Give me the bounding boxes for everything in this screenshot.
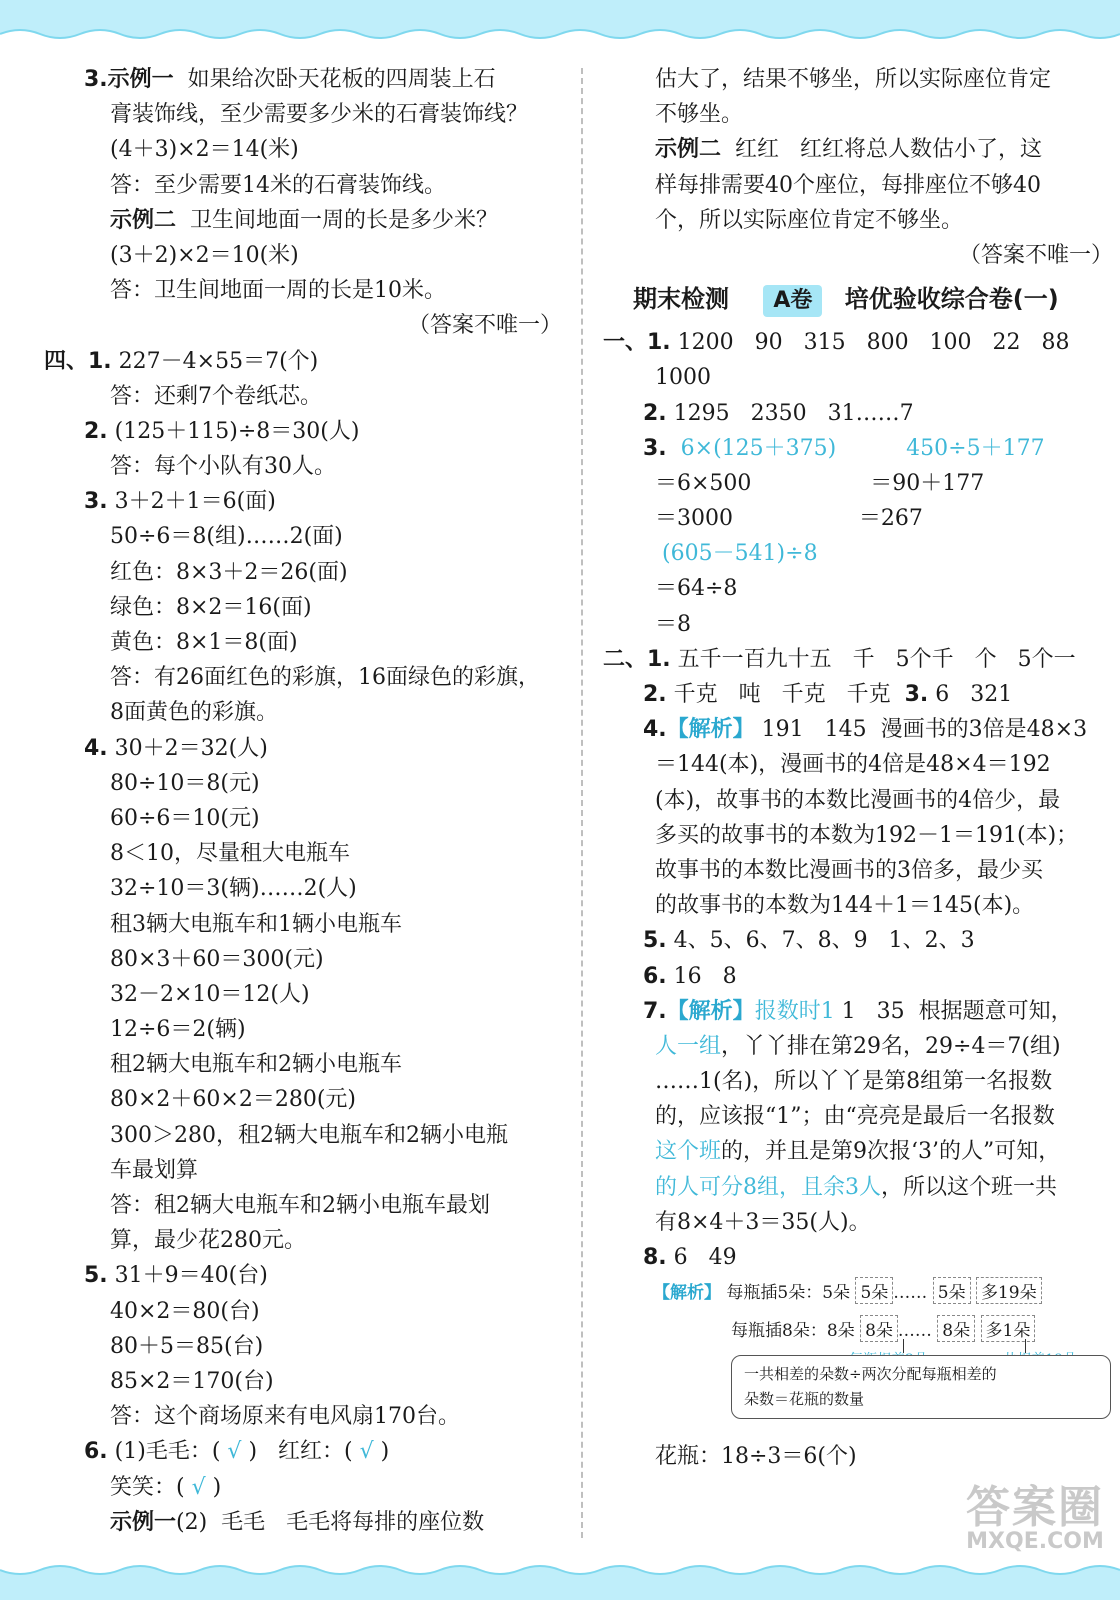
line-text: ＝64÷8	[655, 576, 738, 602]
row1-a: 5朵	[822, 1283, 851, 1304]
watermark-en: MXQE.COM	[966, 1529, 1104, 1554]
line-text: 的，应该报“1”；由“亮亮是最后一名报数	[655, 1104, 1055, 1130]
line-text: 85×2＝170(台)	[110, 1368, 274, 1394]
answer-line	[44, 731, 562, 766]
line-text: 多买的故事书的本数为192－1＝191(本)；	[655, 822, 1079, 848]
answer-line	[603, 1099, 1113, 1134]
answer-line	[603, 1029, 1113, 1064]
item-number: 4.	[643, 717, 667, 743]
answer-line	[603, 203, 1113, 238]
line-text: 32÷10＝3(辆)……2(人)	[110, 876, 357, 902]
line-text: 4、5、6、7、8、9 1、2、3	[666, 928, 975, 954]
line-text: (4＋3)×2＝14(米)	[110, 137, 299, 163]
line-text: 300＞280，租2辆大电瓶车和2辆小电瓶	[110, 1122, 508, 1148]
line-text: 千克 吨 千克 千克	[666, 682, 905, 707]
line-text: 红色：8×3＋2＝26(面)	[110, 559, 348, 585]
answer-line	[44, 379, 562, 414]
answer-line	[603, 571, 1113, 606]
line-text: 答：租2辆大电瓶车和2辆小电瓶车最划	[110, 1193, 490, 1218]
line-text: 车最划算	[110, 1157, 199, 1183]
item-number: 5.	[84, 1263, 108, 1289]
line-text: )	[212, 1474, 222, 1500]
line-text: 答：这个商场原来有电风扇170台。	[110, 1404, 460, 1430]
line-text: 卫生间地面一周的长是多少米？	[176, 207, 499, 233]
answer-line	[603, 783, 1113, 818]
line-text: 如果给次卧天花板的四周装上石	[173, 67, 496, 92]
top-wave-band	[0, 0, 1120, 46]
answer-line	[603, 536, 1113, 571]
line-text: 191 145	[754, 717, 881, 743]
line-text: 答：每个小队有30人。	[110, 454, 336, 480]
answer-line	[44, 836, 562, 871]
answer-line	[44, 1082, 562, 1117]
line-text: 40×2＝80(台)	[110, 1298, 260, 1324]
check-mark: √	[184, 1474, 213, 1500]
top-wave-decoration	[0, 26, 1120, 48]
answer-line	[603, 360, 1113, 395]
item-number: 一、1.	[603, 330, 671, 356]
answer-line	[603, 607, 1113, 642]
line-text: 漫画书的3倍是48×3	[880, 717, 1088, 743]
line-text: 80×2＋60×2＝280(元)	[110, 1087, 357, 1113]
diagram-analysis-tag: 【解析】	[653, 1283, 721, 1304]
line-text: 32－2×10＝12(人)	[110, 981, 310, 1007]
answer-line	[44, 1188, 562, 1223]
line-text: 60÷6＝10(元)	[110, 805, 260, 831]
answer-line	[44, 62, 562, 97]
answer-line	[44, 449, 562, 484]
line-text: 故事书的本数比漫画书的3倍多，最少买	[655, 857, 1043, 883]
line-text: ) 红红：(	[248, 1439, 353, 1465]
line-text: 1295 2350 31……7	[666, 400, 914, 426]
row1-dots: ……	[893, 1283, 928, 1304]
answer-line	[44, 1505, 562, 1540]
line-text: 黄色：8×1＝8(面)	[110, 630, 298, 655]
line-text: 有8×4＋3＝35(人)。	[655, 1209, 871, 1235]
item-number: 6.	[84, 1439, 108, 1465]
line-text: (2)	[176, 1509, 208, 1535]
example-label: 示例一	[107, 67, 174, 92]
line-text: )	[380, 1439, 390, 1465]
formula-line-1: 一共相差的朵数÷两次分配每瓶相差的	[744, 1365, 997, 1384]
row2-c: 8朵	[937, 1315, 975, 1342]
example-label: 示例二	[655, 137, 722, 163]
diagram-row-8	[731, 1315, 1035, 1342]
left-answer-column	[44, 62, 562, 1540]
answer-line	[44, 1294, 562, 1329]
item-number: 4.	[84, 735, 108, 761]
answer-line	[603, 1064, 1113, 1099]
answer-line	[44, 977, 562, 1012]
answer-line	[44, 801, 562, 836]
answer-line	[603, 396, 1113, 431]
answer-line	[603, 818, 1113, 853]
line-text: ……1(名)，所以丫丫是第8组第一名报数	[655, 1069, 1053, 1095]
item-number: 6.	[643, 963, 667, 989]
analysis-tag: 【解析】	[666, 997, 755, 1024]
line-text: 租3辆大电瓶车和1辆小电瓶车	[110, 911, 402, 937]
answer-line	[603, 501, 1113, 536]
answer-line	[603, 97, 1113, 132]
answer-line	[44, 168, 562, 203]
answer-line	[44, 519, 562, 554]
answer-line	[44, 1118, 562, 1153]
line-text: 个，所以实际座位肯定不够坐。	[655, 207, 964, 233]
answer-line	[603, 853, 1113, 888]
answer-line	[44, 203, 562, 238]
answer-line	[44, 1153, 562, 1188]
line-text: 五千一百九十五 千 5个千 个 5个一	[670, 646, 1076, 672]
right-top-answers	[603, 62, 1113, 273]
answer-line	[44, 590, 562, 625]
line-text: ＝6×500 ＝90＋177	[655, 470, 985, 496]
answer-line	[44, 1434, 562, 1469]
answer-line	[603, 238, 1113, 273]
line-text: 答：有26面红色的彩旗，16面绿色的彩旗，	[110, 665, 540, 691]
answer-line	[603, 1240, 1113, 1275]
line-text: 答：还剩7个卷纸芯。	[110, 383, 322, 409]
line-text: 答：至少需要14米的石膏装饰线。	[110, 172, 446, 198]
answer-line	[44, 132, 562, 167]
answer-line	[44, 308, 562, 343]
answer-line	[603, 642, 1113, 677]
answer-line	[44, 1223, 562, 1258]
line-text: 估大了，结果不够坐，所以实际座位肯定	[655, 67, 1052, 92]
line-text: 12÷6＝2(辆)	[110, 1017, 246, 1043]
item-number: 7.	[643, 998, 667, 1024]
line-text: 80×3＋60＝300(元)	[110, 946, 324, 972]
line-text: （答案不唯一）	[958, 242, 1113, 268]
row1-c: 5朵	[933, 1277, 971, 1304]
answer-line	[603, 994, 1113, 1029]
answer-line	[44, 1258, 562, 1293]
line-text: 227－4×55＝7(个)	[111, 348, 319, 374]
answer-line	[603, 1205, 1113, 1240]
highlighted-text: 人一组	[655, 1033, 722, 1059]
line-text: 80÷10＝8(元)	[110, 770, 260, 796]
row2-a: 8朵	[826, 1321, 855, 1342]
line-text: （答案不唯一）	[407, 313, 562, 339]
line-text: ，丫丫排在第29名，29÷4＝7(组)	[721, 1033, 1061, 1059]
row2-dots: ……	[897, 1321, 932, 1342]
watermark-cn: 答案圈	[966, 1482, 1104, 1533]
line-text: (125＋115)÷8＝30(人)	[107, 418, 360, 444]
line-text: 不够坐。	[655, 102, 744, 128]
answer-line	[603, 712, 1113, 747]
line-text: ＝144(本)，漫画书的4倍是48×4＝192	[655, 752, 1051, 778]
answer-line	[44, 625, 562, 660]
answer-line	[44, 1470, 562, 1505]
row1-d: 多19朵	[976, 1277, 1042, 1304]
right-bottom-answers	[603, 325, 1113, 1275]
answer-line	[603, 1170, 1113, 1205]
row1-b: 5朵	[855, 1277, 893, 1304]
line-text: ＝3000 ＝267	[655, 506, 923, 532]
answer-line	[603, 466, 1113, 501]
answer-line	[603, 168, 1113, 203]
answer-line	[44, 344, 562, 379]
item-number: 3.	[643, 435, 667, 461]
line-text: 1000	[655, 365, 711, 391]
answer-line	[44, 1012, 562, 1047]
answer-line	[603, 431, 1113, 466]
answer-line	[44, 1047, 562, 1082]
answer-line	[44, 695, 562, 730]
answer-line	[603, 62, 1113, 97]
check-mark: √	[352, 1439, 381, 1465]
answer-line	[44, 273, 562, 308]
answer-line	[44, 660, 562, 695]
line-text: ＝8	[655, 611, 691, 637]
check-mark: √	[220, 1439, 249, 1465]
line-text: 6 321	[928, 682, 1013, 707]
formula-line-2: 朵数＝花瓶的数量	[744, 1390, 865, 1409]
item-number: 2.	[643, 682, 667, 707]
line-text: 3＋2＋1＝6(面)	[107, 489, 276, 515]
line-text: 根据题意可知，	[918, 998, 1073, 1024]
line-text: 6 49	[666, 1245, 737, 1270]
answer-line	[44, 238, 562, 273]
section-badge: A卷	[763, 285, 822, 317]
example-label: 示例二	[110, 207, 177, 233]
line-text: 30＋2＝32(人)	[107, 735, 268, 761]
item-number: 3.	[84, 67, 108, 92]
line-text: 31＋9＝40(台)	[107, 1263, 268, 1289]
section-subtitle: 培优验收综合卷(一)	[844, 285, 1059, 314]
highlighted-text: 报数时1	[754, 998, 835, 1024]
line-text: 的，并且是第9次报‘3’的人”可知，	[721, 1139, 1061, 1165]
line-text: (本)，故事书的本数比漫画书的4倍少，最	[655, 787, 1061, 813]
analysis-tag: 【解析】	[666, 716, 755, 743]
formula-box	[731, 1355, 1111, 1419]
item-number: 四、1.	[44, 348, 112, 374]
answer-line	[44, 766, 562, 801]
answer-line	[44, 1364, 562, 1399]
section-title: 期末检测	[633, 285, 729, 314]
line-text: 1 35	[834, 998, 919, 1024]
line-text: 租2辆大电瓶车和2辆小电瓶车	[110, 1052, 402, 1078]
line-text: 50÷6＝8(组)……2(面)	[110, 524, 343, 550]
row2-label: 每瓶插8朵：	[731, 1321, 827, 1342]
line-text: 毛毛 毛毛将每排的座位数	[207, 1509, 485, 1535]
line-text: 样每排需要40个座位，每排座位不够40	[655, 172, 1041, 198]
highlighted-text: 6×(125＋375)	[666, 435, 837, 461]
line-text: (3＋2)×2＝10(米)	[110, 242, 299, 268]
answer-line	[603, 325, 1113, 360]
answer-line	[603, 923, 1113, 958]
line-text: 算，最少花280元。	[110, 1228, 306, 1254]
line-text: 笑笑：(	[110, 1474, 185, 1500]
item-number: 3.	[904, 682, 929, 707]
line-text: 1200 90 315 800 100 22 88	[670, 330, 1070, 356]
line-text: 8面黄色的彩旗。	[110, 700, 278, 726]
row1-label: 每瓶插5朵：	[726, 1283, 823, 1304]
right-answer-column	[603, 62, 1113, 1474]
item-number: 2.	[643, 400, 667, 426]
line-text: (1)毛毛：(	[107, 1439, 221, 1465]
answer-line	[44, 484, 562, 519]
answer-line	[603, 959, 1113, 994]
line-text: 膏装饰线，至少需要多少米的石膏装饰线？	[110, 102, 529, 128]
answer-line	[44, 907, 562, 942]
answer-line	[44, 97, 562, 132]
answer-line	[44, 1399, 562, 1434]
highlighted-text: 450÷5＋177	[836, 435, 1045, 461]
answer-line	[44, 871, 562, 906]
line-text: 绿色：8×2＝16(面)	[110, 594, 312, 620]
column-divider	[581, 68, 583, 1538]
answer-line	[44, 555, 562, 590]
line-text: 答：卫生间地面一周的长是10米。	[110, 278, 446, 304]
answer-line	[603, 132, 1113, 167]
line-text: 红红 红红将总人数估小了，这	[721, 137, 1042, 163]
line-text: 80＋5＝85(台)	[110, 1333, 264, 1359]
answer-line	[44, 942, 562, 977]
bottom-wave-decoration	[0, 1556, 1120, 1578]
highlighted-text: 这个班	[655, 1139, 722, 1165]
row2-b: 8朵	[860, 1315, 898, 1342]
bottom-wave-band	[0, 1558, 1120, 1600]
line-text: ，所以这个班一共	[881, 1174, 1058, 1200]
row2-d: 多1朵	[981, 1315, 1036, 1342]
item-number: 2.	[84, 418, 108, 444]
item-number: 8.	[643, 1245, 667, 1270]
line-text: 8＜10，尽量租大电瓶车	[110, 841, 350, 867]
answer-line	[44, 414, 562, 449]
final-answer-line: 花瓶：18÷3＝6(个)	[655, 1444, 857, 1470]
answer-line	[603, 1134, 1113, 1169]
answer-line	[603, 677, 1113, 712]
answer-line	[44, 1329, 562, 1364]
answer-line	[603, 888, 1113, 923]
answer-line	[603, 747, 1113, 782]
highlighted-text: 的人可分8组，且余3人	[655, 1174, 881, 1200]
line-text: 16 8	[666, 963, 737, 989]
example-label: 示例一	[110, 1509, 177, 1535]
item-number: 二、1.	[603, 646, 671, 672]
diagram-row-5	[653, 1277, 1042, 1304]
section-heading	[603, 273, 1113, 325]
watermark-logo	[966, 1471, 1104, 1554]
item-number: 5.	[643, 928, 667, 954]
highlighted-text: (605－541)÷8	[655, 541, 818, 567]
item-number: 3.	[84, 489, 108, 515]
line-text: 的故事书的本数为144＋1＝145(本)。	[655, 893, 1035, 919]
